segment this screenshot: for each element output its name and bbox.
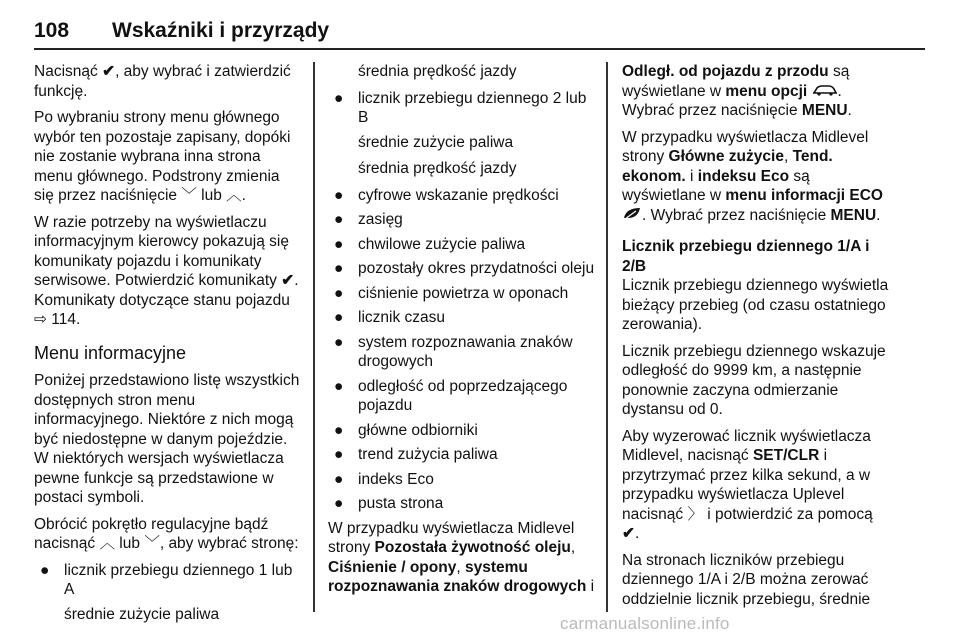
- list-item: ● odległość od poprzedzającego pojazdu: [334, 377, 568, 414]
- check-icon: ✔: [102, 63, 116, 80]
- sub-item: średnia prędkość jazdy: [358, 160, 517, 177]
- check-icon: ✔: [622, 525, 635, 542]
- paragraph-messages: W razie potrzeby na wyświetlaczu informacyjnym kierowcy pokazują się komunikaty pojazdu i komunikaty serwisowe. Potwierdzić komunikaty ✔. Komunikaty dotyczące stanu pojazdu ⇨ 114.: [34, 213, 299, 328]
- list-item: ● licznik przebiegu dziennego 1 lub A: [40, 561, 293, 598]
- chevron-down-icon: ﹀: [181, 187, 197, 204]
- sub-item: średnie zużycie paliwa: [358, 133, 514, 151]
- arrow-reference-icon: ⇨: [34, 311, 47, 328]
- page-title: Wskaźniki i przyrządy: [112, 19, 330, 42]
- header-rule: [34, 48, 925, 50]
- page-header: [34, 10, 934, 54]
- list-item: ● ciśnienie powietrza w oponach: [334, 284, 569, 302]
- paragraph-trip-pages: Na stronach liczników przebiegu dziennego 1/A i 2/B można zerować oddzielnie licznik przebiegu, średnie: [622, 551, 871, 608]
- bullet-icon: ●: [334, 495, 344, 512]
- paragraph-trip-range: Licznik przebiegu dziennego wskazuje odległość do 9999 km, a następnie ponownie zaczyna odmierzanie dystansu od 0.: [622, 342, 886, 418]
- column-1: [34, 62, 302, 631]
- sub-item: średnia prędkość jazdy: [358, 63, 517, 80]
- eco-leaf-icon: [622, 206, 642, 226]
- list-item: ● licznik czasu: [334, 309, 445, 326]
- paragraph-trip-reset: Aby wyzerować licznik wyświetlacza Midlevel, nacisnąć SET/CLR i przytrzymać przez kilka sekund, a w przypadku wyświetlacza Uplevel nacisnąć 〉 i potwierdzić za pomocą ✔.: [622, 427, 873, 542]
- car-icon: [812, 82, 838, 102]
- paragraph-midlevel-pages: W przypadku wyświetlacza Midlevel strony Pozostała żywotność oleju, Ciśnienie / opony, systemu rozpoznawania znaków drogowych i: [328, 519, 595, 595]
- chevron-right-icon: 〉: [687, 505, 703, 523]
- bullet-icon: ●: [334, 333, 344, 351]
- column-3: [622, 62, 892, 616]
- paragraph-eco-pages: W przypadku wyświetlacza Midlevel strony Główne zużycie, Tend. ekonom. i indeksu Eco są wyświetlane w menu informacji ECO . Wybrać przez naciśnięcie MENU.: [622, 128, 883, 224]
- bullet-icon: ●: [334, 284, 344, 302]
- list-item: ● główne odbiorniki: [334, 421, 478, 439]
- list-item: ● cyfrowe wskazanie prędkości: [334, 186, 559, 204]
- bullet-icon: ●: [334, 309, 344, 326]
- bullet-icon: ●: [334, 186, 344, 204]
- chevron-up-icon: ︿: [226, 187, 242, 204]
- list-item: ● pusta strona: [334, 495, 444, 512]
- list-item: ● zasięg: [334, 211, 403, 228]
- paragraph-list-intro: Poniżej przedstawiono listę wszystkich dostępnych stron menu informacyjnego. Niektóre z nich mogą być niedostępne w danym pojeździe. W niektórych wersjach wyświetlacza pewne funkcje są przedstawione w postaci symboli.: [34, 372, 300, 506]
- check-icon: ✔: [281, 272, 295, 289]
- section-heading-trip-odometer: Licznik przebiegu dziennego 1/A i 2/B: [622, 238, 870, 275]
- column-divider-1: [313, 62, 315, 612]
- paragraph-select: Nacisnąć ✔, aby wybrać i zatwierdzić funkcję.: [34, 63, 291, 100]
- list-item: ● trend zużycia paliwa: [334, 446, 498, 463]
- paragraph-distance-options: Odległ. od pojazdu z przodu są wyświetlane w menu opcji . Wybrać przez naciśnięcie MENU.: [622, 63, 852, 119]
- bullet-icon: ●: [334, 421, 344, 439]
- bullet-icon: ●: [334, 377, 344, 395]
- list-item: ● system rozpoznawania znaków drogowych: [334, 333, 573, 370]
- chevron-down-icon: ﹀: [144, 535, 160, 552]
- bullet-icon: ●: [334, 470, 344, 488]
- column-2: [328, 62, 598, 604]
- page-number: 108: [34, 19, 70, 42]
- list-item: ● pozostały okres przydatności oleju: [334, 260, 595, 277]
- bullet-icon: ●: [334, 260, 344, 277]
- chevron-up-icon: ︿: [99, 535, 115, 552]
- bullet-icon: ●: [334, 211, 344, 228]
- paragraph-trip-desc: Licznik przebiegu dziennego wyświetla bieżący przebieg (od czasu ostatniego zerowania).: [622, 277, 889, 333]
- paragraph-main-menu: Po wybraniu strony menu głównego wybór ten pozostaje zapisany, dopóki nie zostanie wybrana inna strona menu głównego. Podstrony zmienia się przez naciśnięcie ﹀ lub ︿.: [34, 109, 291, 204]
- bullet-icon: ●: [40, 561, 50, 579]
- list-item: ● chwilowe zużycie paliwa: [334, 235, 526, 253]
- sub-item: średnie zużycie paliwa: [64, 605, 220, 623]
- bullet-icon: ●: [334, 235, 344, 253]
- list-item: ● licznik przebiegu dziennego 2 lub B: [334, 89, 587, 126]
- paragraph-rotate: Obrócić pokrętło regulacyjne bądź nacisnąć ︿ lub ﹀, aby wybrać stronę:: [34, 515, 299, 552]
- bullet-icon: ●: [334, 89, 344, 107]
- column-divider-2: [606, 62, 608, 612]
- list-item: ● indeks Eco: [334, 470, 434, 488]
- bullet-icon: ●: [334, 446, 344, 463]
- watermark-text: carmanualsonline.info: [560, 614, 730, 633]
- section-heading-info-menu: Menu informacyjne: [34, 342, 187, 363]
